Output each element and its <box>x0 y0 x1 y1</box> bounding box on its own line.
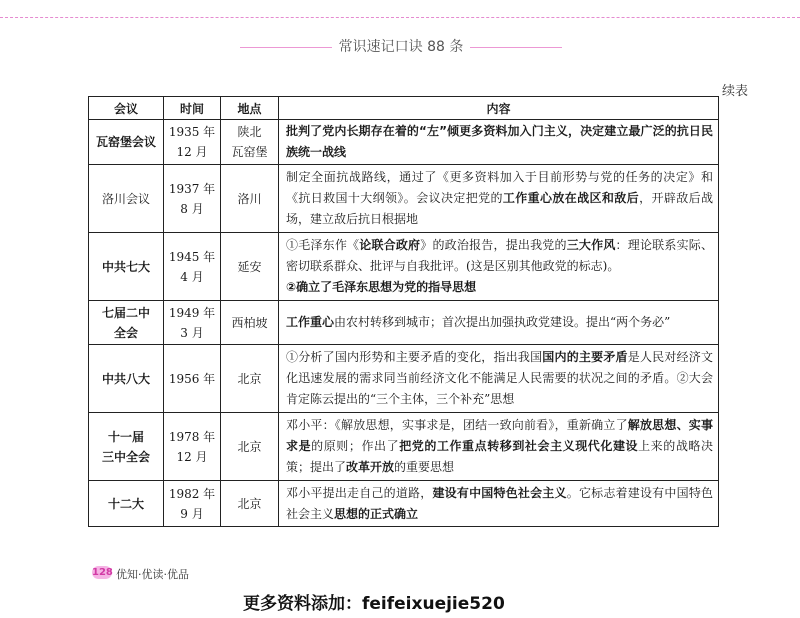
header-rule-right <box>470 47 562 48</box>
time-cell <box>164 413 221 481</box>
time-cell <box>164 301 221 345</box>
time-cell-line1: 1978 年 <box>168 429 216 444</box>
header-time: 时间 <box>164 97 221 120</box>
place-cell <box>221 481 279 527</box>
content-cell: 邓小平：《解放思想，实事求是，团结一致向前看》，重新确立了解放思想、实事求是的原则；作出了把党的工作重点转移到社会主义现代化建设上来的战略决策；提出了改革开放的重要思想 <box>279 413 719 481</box>
meeting-cell <box>89 345 164 413</box>
place-cell-line1: 洛川 <box>237 191 262 206</box>
promo-text: 更多资料添加：feifeixuejie520 <box>243 594 505 614</box>
footer-brand: 优知·优读·优品 <box>116 568 189 581</box>
place-cell-line1: 延安 <box>237 259 262 274</box>
page-number-badge: 128 <box>92 567 113 578</box>
table-row <box>89 165 719 233</box>
time-cell-line2: 8 月 <box>180 201 204 216</box>
header-rule-left <box>240 47 332 48</box>
place-cell-line1: 西柏坡 <box>231 315 268 330</box>
meetings-table <box>88 96 719 527</box>
content-cell: ①分析了国内形势和主要矛盾的变化，指出我国国内的主要矛盾是人民对经济文化迅速发展的需求同当前经济文化不能满足人民需要的状况之间的矛盾。②大会肯定陈云提出的“三个主体，三个补充”思想 <box>279 345 719 413</box>
meeting-cell-line1: 十二大 <box>107 496 144 511</box>
meeting-cell <box>89 481 164 527</box>
place-cell <box>221 233 279 301</box>
time-cell <box>164 165 221 233</box>
table-row <box>89 301 719 345</box>
header-place: 地点 <box>221 97 279 120</box>
time-cell <box>164 120 221 165</box>
time-cell <box>164 233 221 301</box>
table-body <box>89 120 719 527</box>
place-cell-line1: 北京 <box>237 439 262 454</box>
content-cell: 批判了党内长期存在着的“左”倾更多资料加入门主义，决定建立最广泛的抗日民族统一战线 <box>279 120 719 165</box>
meeting-cell-line1: 中共八大 <box>101 371 150 386</box>
place-cell <box>221 165 279 233</box>
meeting-cell-line1: 七届二中 <box>101 305 150 320</box>
place-cell-line2: 瓦窑堡 <box>231 145 268 159</box>
content-cell: ①毛泽东作《论联合政府》的政治报告，提出我党的三大作风：理论联系实际、密切联系群众、批评与自我批评。(这是区别其他政党的标志)。 ②确立了毛泽东思想为党的指导思想 <box>279 233 719 301</box>
time-cell-line1: 1945 年 <box>168 249 216 264</box>
content-cell: 工作重心由农村转移到城市；首次提出加强执政党建设。提出“两个务必” <box>279 301 719 345</box>
time-cell <box>164 345 221 413</box>
place-cell-line1: 北京 <box>237 496 262 511</box>
meeting-cell-line2: 全会 <box>113 325 138 340</box>
table-row <box>89 120 719 165</box>
meeting-cell <box>89 120 164 165</box>
header-meeting: 会议 <box>89 97 164 120</box>
table-row <box>89 345 719 413</box>
place-cell <box>221 413 279 481</box>
meeting-cell-line1: 瓦窑堡会议 <box>95 135 156 149</box>
time-cell-line2: 12 月 <box>176 145 208 159</box>
place-cell <box>221 345 279 413</box>
continued-label: 续表 <box>721 84 748 99</box>
meeting-cell <box>89 301 164 345</box>
header-content: 内容 <box>279 97 719 120</box>
meeting-cell <box>89 413 164 481</box>
place-cell-line1: 北京 <box>237 371 262 386</box>
page-header-title: 常识速记口诀 88 条 <box>338 39 464 55</box>
time-cell <box>164 481 221 527</box>
meeting-cell-line1: 中共七大 <box>101 259 150 274</box>
place-cell <box>221 120 279 165</box>
table-row <box>89 233 719 301</box>
time-cell-line2: 12 月 <box>176 449 208 464</box>
time-cell-line1: 1937 年 <box>168 181 216 196</box>
place-cell-line1: 陕北 <box>237 125 262 139</box>
time-cell-line2: 4 月 <box>180 269 204 284</box>
meeting-cell-line1: 十一届 <box>107 429 144 444</box>
time-cell-line1: 1949 年 <box>168 305 216 320</box>
time-cell-line2: 9 月 <box>180 506 204 521</box>
time-cell-line1: 1982 年 <box>168 486 216 501</box>
meeting-cell <box>89 165 164 233</box>
top-dashed-border <box>0 17 800 18</box>
place-cell <box>221 301 279 345</box>
content-cell: 制定全面抗战路线，通过了《更多资料加入于目前形势与党的任务的决定》和《抗日救国十大纲领》。会议决定把党的工作重心放在战区和敌后，开辟敌后战场，建立敌后抗日根据地 <box>279 165 719 233</box>
content-cell: 邓小平提出走自己的道路，建设有中国特色社会主义。它标志着建设有中国特色社会主义思想的正式确立 <box>279 481 719 527</box>
time-cell-line2: 3 月 <box>180 325 204 340</box>
meeting-cell-line2: 三中全会 <box>101 449 150 464</box>
time-cell-line1: 1935 年 <box>168 125 216 139</box>
time-cell-line1: 1956 年 <box>168 371 216 386</box>
meeting-cell-line1: 洛川会议 <box>101 191 150 206</box>
table-row <box>89 481 719 527</box>
meeting-cell <box>89 233 164 301</box>
table-row <box>89 413 719 481</box>
table-header-row <box>89 97 719 120</box>
